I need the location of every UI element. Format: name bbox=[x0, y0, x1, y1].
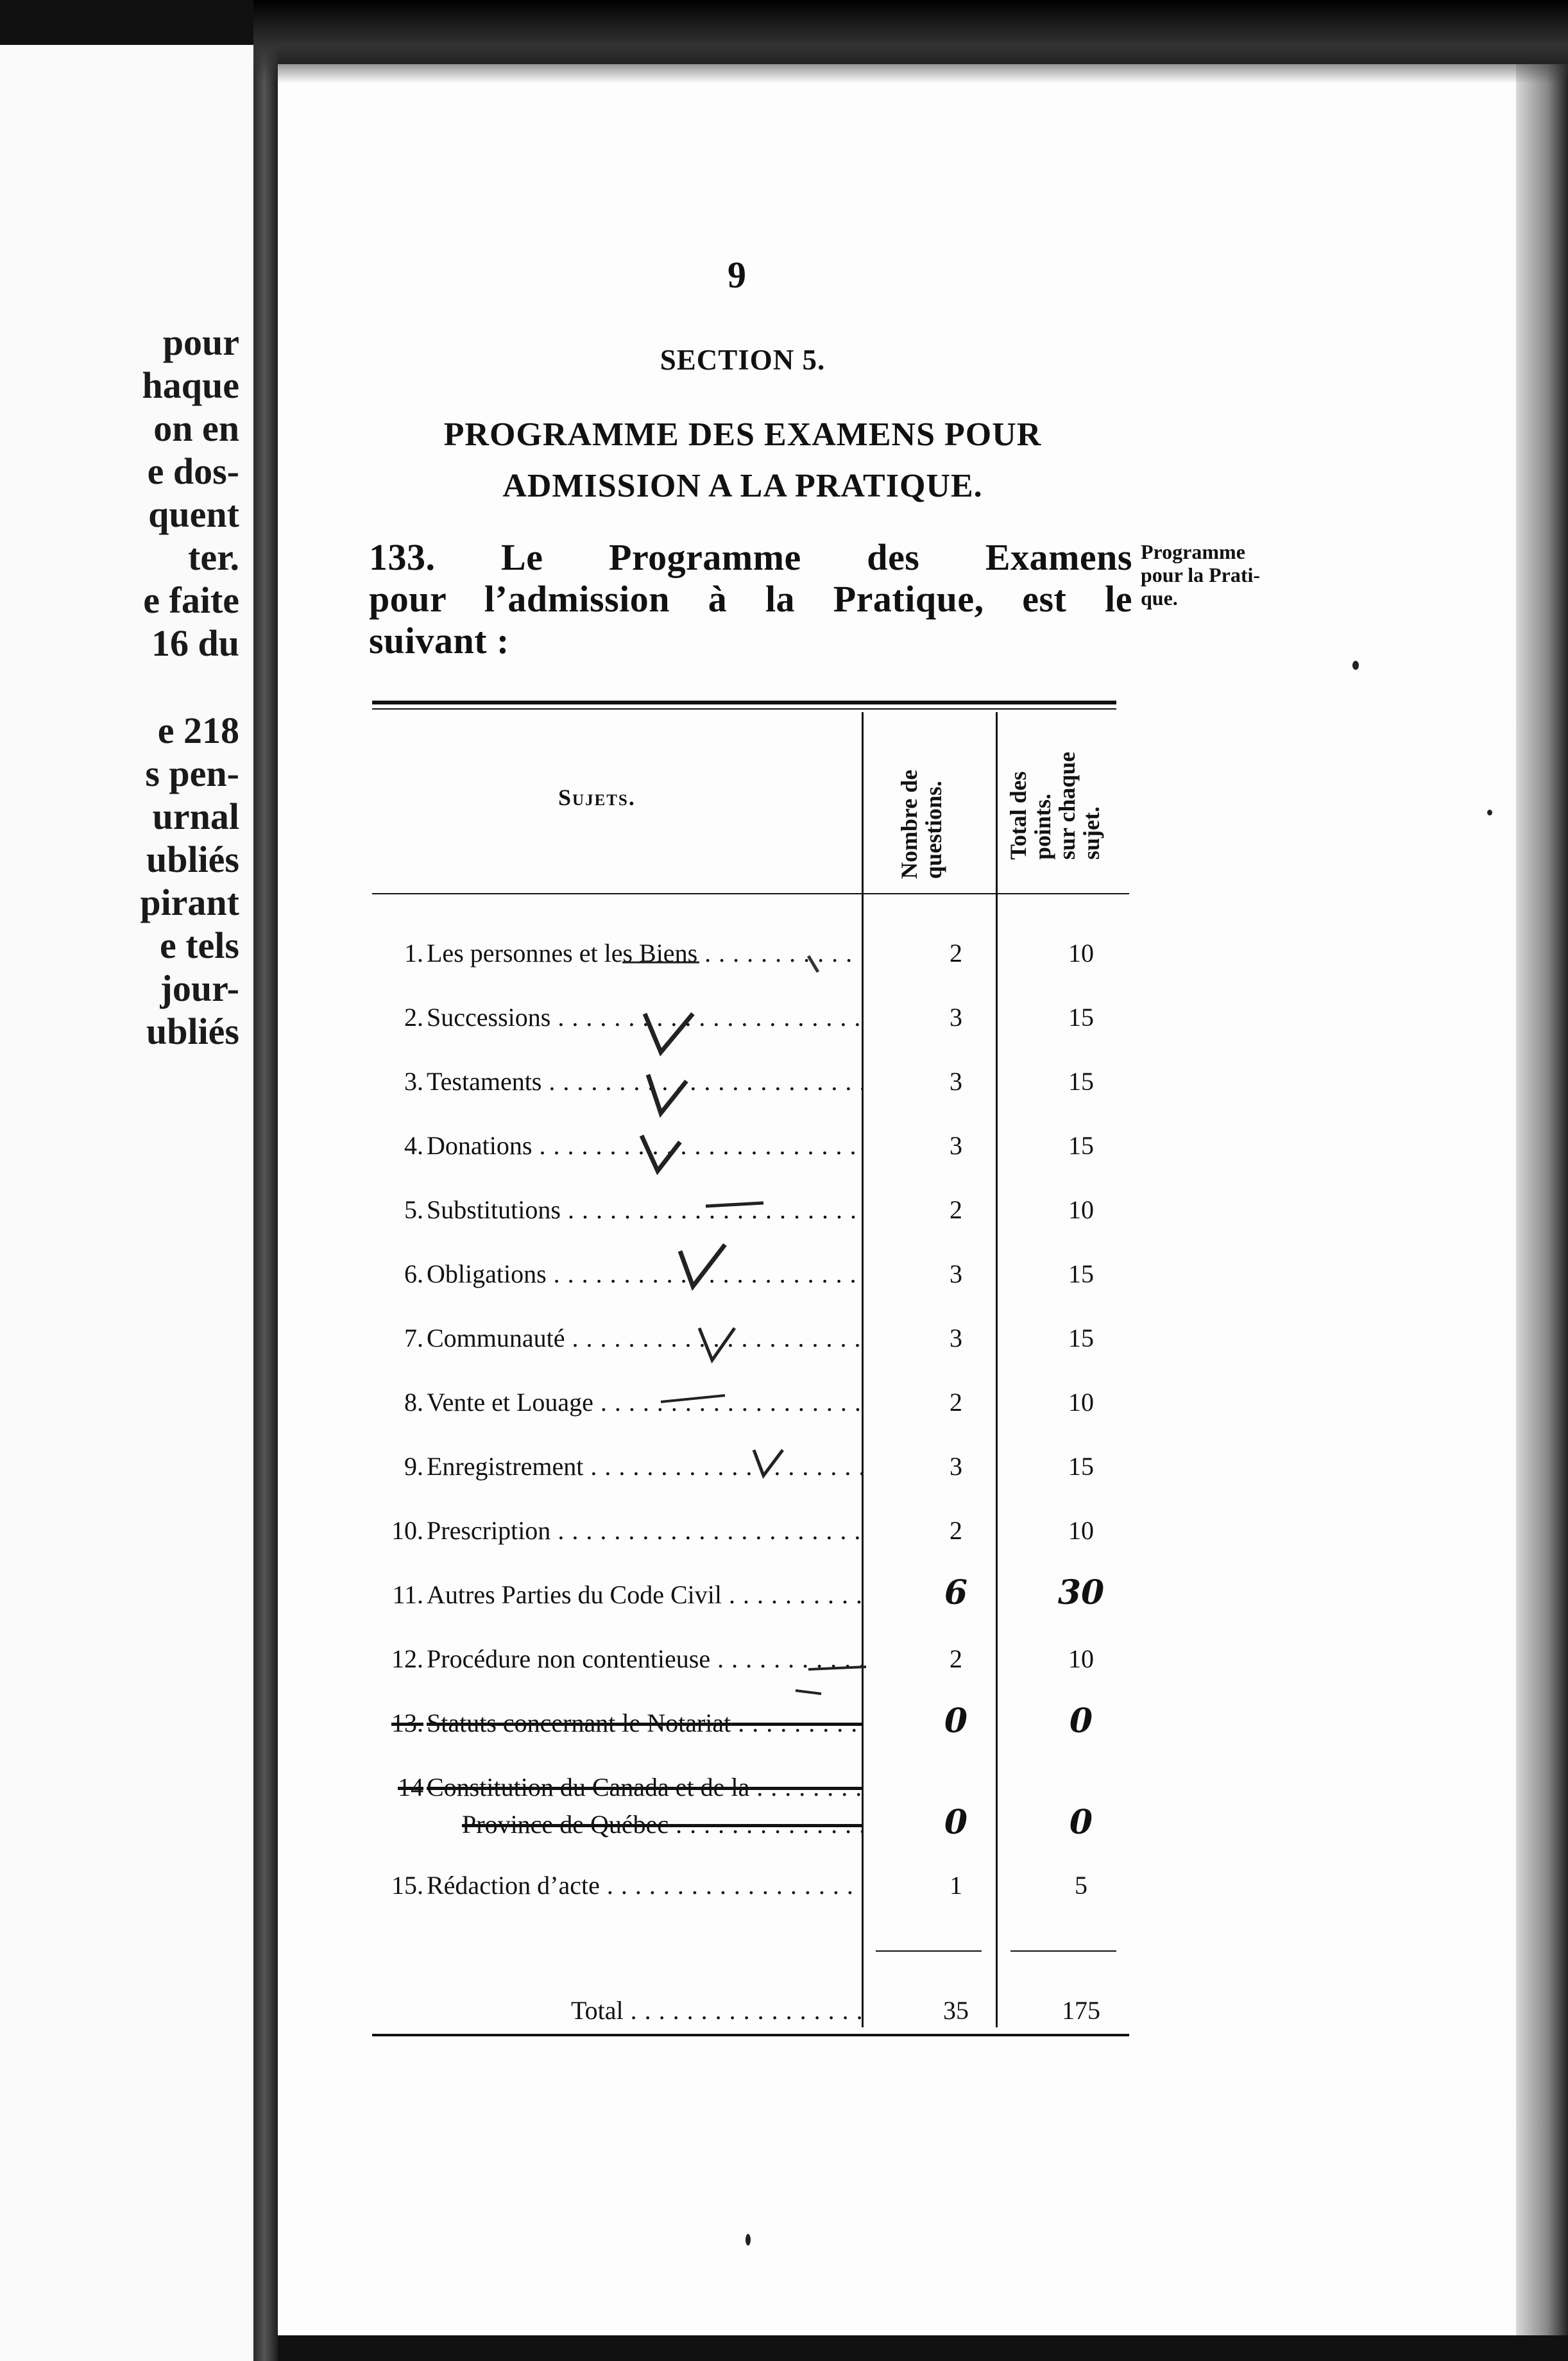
paragraph-line: pour l’admission à la Pratique, est le bbox=[369, 578, 1132, 620]
margin-note-line: Programme bbox=[1141, 540, 1245, 563]
row-subject: Procédure non contentieuse . . . bbox=[427, 1644, 863, 1674]
points-header-line: sur chaque bbox=[1054, 751, 1080, 860]
ink-speck bbox=[1352, 661, 1359, 670]
scan-top-shadow bbox=[253, 0, 1568, 83]
page-edge-shadow bbox=[1516, 64, 1568, 2335]
row-points: 5 bbox=[1075, 1871, 1087, 1900]
row-questions: 3 bbox=[950, 1003, 962, 1032]
row-number: 11. bbox=[392, 1580, 423, 1609]
row-number: 4. bbox=[404, 1131, 423, 1160]
row-questions: 3 bbox=[950, 1452, 962, 1481]
program-title-line2: ADMISSION A LA PRATIQUE. bbox=[502, 468, 983, 504]
row-points-handwritten: 30 bbox=[1057, 1573, 1105, 1612]
row-points: 10 bbox=[1068, 1516, 1094, 1545]
total-points: 175 bbox=[1062, 1996, 1100, 2025]
questions-header-line: Nombre de bbox=[896, 769, 922, 879]
left-page-fragment: ubliés bbox=[146, 839, 239, 880]
questions-header-line: questions. bbox=[921, 780, 946, 879]
paragraph-line: 133. Le Programme des Examens bbox=[369, 536, 1132, 578]
row-questions: 3 bbox=[950, 1131, 962, 1160]
row-subject: Les personnes et les Biens . . . bbox=[427, 938, 863, 968]
row-subject: Substitutions . . . bbox=[427, 1195, 863, 1225]
row-number: 13. bbox=[391, 1709, 423, 1737]
margin-note-line: que. bbox=[1141, 586, 1178, 609]
row-questions: 3 bbox=[950, 1067, 962, 1096]
header-bottom-rule bbox=[372, 893, 1129, 894]
row-questions: 2 bbox=[950, 1644, 962, 1673]
left-page-fragment: e dos- bbox=[147, 450, 239, 492]
points-header bbox=[1006, 752, 1104, 860]
paragraph-line: suivant : bbox=[369, 620, 509, 661]
row-questions: 2 bbox=[950, 939, 962, 967]
row-questions: 3 bbox=[950, 1324, 962, 1352]
total-questions: 35 bbox=[943, 1996, 969, 2025]
row-points: 10 bbox=[1068, 1644, 1094, 1673]
row-subject: Statuts concernant le Notariat . . . bbox=[427, 1708, 863, 1738]
row-questions-handwritten: 0 bbox=[944, 1803, 968, 1842]
left-page-fragment: e tels bbox=[160, 925, 239, 966]
sum-rule bbox=[876, 1950, 982, 1952]
points-header-line: Total des bbox=[1005, 771, 1031, 860]
subjects-header: Sujets. bbox=[558, 785, 636, 810]
table-top-rule bbox=[372, 701, 1116, 704]
row-questions: 2 bbox=[950, 1516, 962, 1545]
left-page-fragment: urnal bbox=[152, 796, 239, 837]
points-header-line: sujet. bbox=[1078, 806, 1104, 860]
row-number: 10. bbox=[391, 1516, 423, 1545]
row-number: 2. bbox=[404, 1003, 423, 1032]
row-number: 6. bbox=[404, 1259, 423, 1288]
row-questions: 1 bbox=[950, 1871, 962, 1900]
row-subject: Autres Parties du Code Civil . . . bbox=[427, 1580, 863, 1610]
left-page-fragment: ter. bbox=[188, 536, 239, 578]
row-points: 15 bbox=[1068, 1324, 1094, 1352]
row-points: 10 bbox=[1068, 1388, 1094, 1417]
margin-note bbox=[1141, 540, 1260, 609]
row-points: 15 bbox=[1068, 1067, 1094, 1096]
row-number: 12. bbox=[391, 1644, 423, 1673]
program-title-line1: PROGRAMME DES EXAMENS POUR bbox=[443, 416, 1042, 453]
row-questions-handwritten: 6 bbox=[944, 1573, 968, 1612]
table-bottom-rule bbox=[372, 2034, 1129, 2036]
left-page-fragment: on en bbox=[153, 407, 239, 449]
row-number: 15. bbox=[391, 1871, 423, 1900]
left-page-fragment: haque bbox=[142, 364, 239, 406]
points-header-line: points. bbox=[1030, 793, 1055, 860]
row-number: 3. bbox=[404, 1067, 423, 1096]
left-page-fragment: s pen- bbox=[145, 753, 239, 794]
total-label: Total . . . bbox=[571, 1995, 863, 2025]
row-questions-handwritten: 0 bbox=[944, 1701, 968, 1741]
row-questions: 3 bbox=[950, 1259, 962, 1288]
row-subject: Constitution du Canada et de la . . . bbox=[427, 1772, 863, 1802]
pencil-checkmarks bbox=[597, 943, 994, 1739]
left-page-fragment: 16 du bbox=[151, 622, 239, 664]
row-questions: 2 bbox=[950, 1195, 962, 1224]
page-number: 9 bbox=[728, 254, 746, 296]
left-page-fragment: jour- bbox=[160, 967, 239, 1009]
sum-rule bbox=[1010, 1950, 1116, 1952]
row-points: 15 bbox=[1068, 1452, 1094, 1481]
row-subject: Enregistrement . . . bbox=[427, 1451, 863, 1481]
row-points-handwritten: 0 bbox=[1069, 1803, 1093, 1842]
left-page-fragment: quent bbox=[148, 493, 239, 535]
table-row bbox=[379, 1870, 1129, 1909]
ink-speck bbox=[746, 2234, 751, 2246]
left-page-fragment: pour bbox=[162, 321, 239, 363]
row-subject: Obligations . . . bbox=[427, 1259, 863, 1289]
row-points: 15 bbox=[1068, 1259, 1094, 1288]
row-subject: Vente et Louage . . . bbox=[427, 1387, 863, 1417]
left-page-fragment: ubliés bbox=[146, 1010, 239, 1052]
previous-page-edge bbox=[0, 45, 253, 2361]
book-gutter bbox=[253, 0, 278, 2361]
row-subject-line2: Province de Québec . . . bbox=[462, 1809, 863, 1839]
section-title: SECTION 5. bbox=[660, 344, 826, 376]
row-number: 14 bbox=[398, 1773, 423, 1802]
row-number: 8. bbox=[404, 1388, 423, 1417]
table-row-struck bbox=[379, 1772, 1129, 1811]
row-points: 15 bbox=[1068, 1131, 1094, 1160]
margin-note-line: pour la Prati- bbox=[1141, 563, 1261, 586]
row-subject: Donations . . . bbox=[427, 1130, 863, 1161]
row-subject: Testaments . . . bbox=[427, 1066, 863, 1096]
row-points: 10 bbox=[1068, 939, 1094, 967]
left-page-fragment: pirant bbox=[140, 882, 239, 923]
row-subject: Successions . . . bbox=[427, 1002, 863, 1032]
row-number: 5. bbox=[404, 1195, 423, 1224]
table-top-rule-thin bbox=[372, 708, 1116, 710]
left-page-fragment: e 218 bbox=[157, 710, 239, 751]
row-subject: Communauté . . . bbox=[427, 1323, 863, 1353]
row-points: 10 bbox=[1068, 1195, 1094, 1224]
table-row-continuation bbox=[379, 1803, 1129, 1848]
questions-header bbox=[897, 770, 946, 879]
row-subject: Rédaction d’acte . . . bbox=[427, 1870, 863, 1900]
total-row bbox=[379, 1995, 1129, 2034]
row-points: 15 bbox=[1068, 1003, 1094, 1032]
left-page-fragment: e faite bbox=[143, 579, 239, 621]
row-subject: Prescription . . . bbox=[427, 1515, 863, 1546]
row-number: 7. bbox=[404, 1324, 423, 1352]
ink-speck bbox=[1487, 810, 1492, 815]
row-questions: 2 bbox=[950, 1388, 962, 1417]
row-number: 9. bbox=[404, 1452, 423, 1481]
row-number: 1. bbox=[404, 939, 423, 967]
row-points-handwritten: 0 bbox=[1069, 1701, 1093, 1741]
